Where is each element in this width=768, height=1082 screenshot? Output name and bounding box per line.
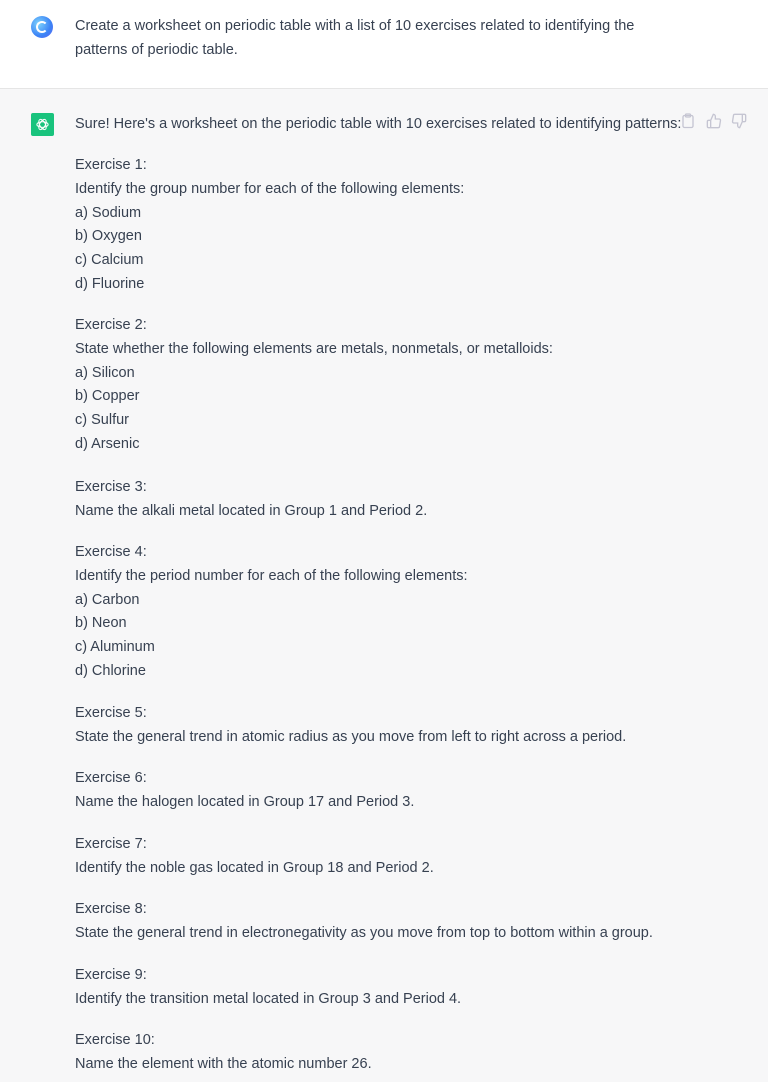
exercise-title: Exercise 2: [75,317,147,333]
user-avatar [31,16,53,38]
exercise-item: b) Copper [75,388,140,405]
exercise-item: d) Arsenic [75,435,140,452]
exercise-prompt: Name the alkali metal located in Group 1 and Period 2. [75,502,428,519]
exercise-item: a) Sodium [75,204,142,221]
exercise-6 [75,767,414,815]
exercise-prompt: Identify the group number for each of the following elements: [75,180,465,197]
exercise-title: Exercise 6: [75,770,147,786]
assistant-avatar [31,113,54,136]
exercise-item: d) Fluorine [75,275,145,292]
exercise-2 [75,314,553,457]
openai-logo-icon [35,117,50,132]
exercise-title: Exercise 7: [75,836,147,852]
exercise-item: d) Chlorine [75,662,146,679]
exercise-prompt: State the general trend in electronegativity as you move from top to bottom within a group. [75,924,653,941]
thumbs-up-icon[interactable] [706,113,722,129]
exercise-item: c) Calcium [75,252,144,269]
exercise-item: a) Carbon [75,591,140,608]
exercise-8 [75,898,653,946]
exercise-3 [75,476,427,524]
exercise-title: Exercise 3: [75,479,147,495]
user-message-text [75,14,675,62]
exercise-prompt: State the general trend in atomic radius as you move from left to right across a period. [75,728,627,745]
exercise-5 [75,702,626,750]
user-message [0,0,768,89]
assistant-intro: Sure! Here's a worksheet on the periodic table with 10 exercises related to identifying patterns: [75,116,682,132]
exercise-item: b) Neon [75,615,127,632]
exercise-title: Exercise 5: [75,705,147,721]
exercise-9 [75,964,461,1012]
exercise-item: a) Silicon [75,364,135,381]
exercise-item: b) Oxygen [75,228,142,245]
thumbs-down-icon[interactable] [731,113,747,129]
exercise-title: Exercise 1: [75,157,147,173]
copy-icon[interactable] [681,113,697,129]
user-message-line: patterns of periodic table. [75,42,238,58]
exercise-prompt: Name the halogen located in Group 17 and Period 3. [75,793,415,810]
exercise-4 [75,541,468,684]
exercise-item: c) Sulfur [75,412,129,429]
exercise-prompt: Identify the transition metal located in Group 3 and Period 4. [75,990,462,1007]
exercise-prompt: Identify the period number for each of the following elements: [75,567,468,584]
exercise-item: c) Aluminum [75,639,155,656]
exercise-prompt: Identify the noble gas located in Group 18 and Period 2. [75,859,434,876]
exercise-title: Exercise 9: [75,967,147,983]
user-message-line: Create a worksheet on periodic table with a list of 10 exercises related to identifying the [75,18,635,34]
exercise-10 [75,1029,372,1077]
exercise-prompt: State whether the following elements are metals, nonmetals, or metalloids: [75,340,553,357]
exercise-1 [75,154,464,297]
exercise-title: Exercise 8: [75,901,147,917]
exercise-title: Exercise 4: [75,544,147,560]
exercise-title: Exercise 10: [75,1032,155,1048]
exercise-7 [75,833,434,881]
exercise-prompt: Name the element with the atomic number 26. [75,1055,372,1072]
message-actions [681,113,747,129]
